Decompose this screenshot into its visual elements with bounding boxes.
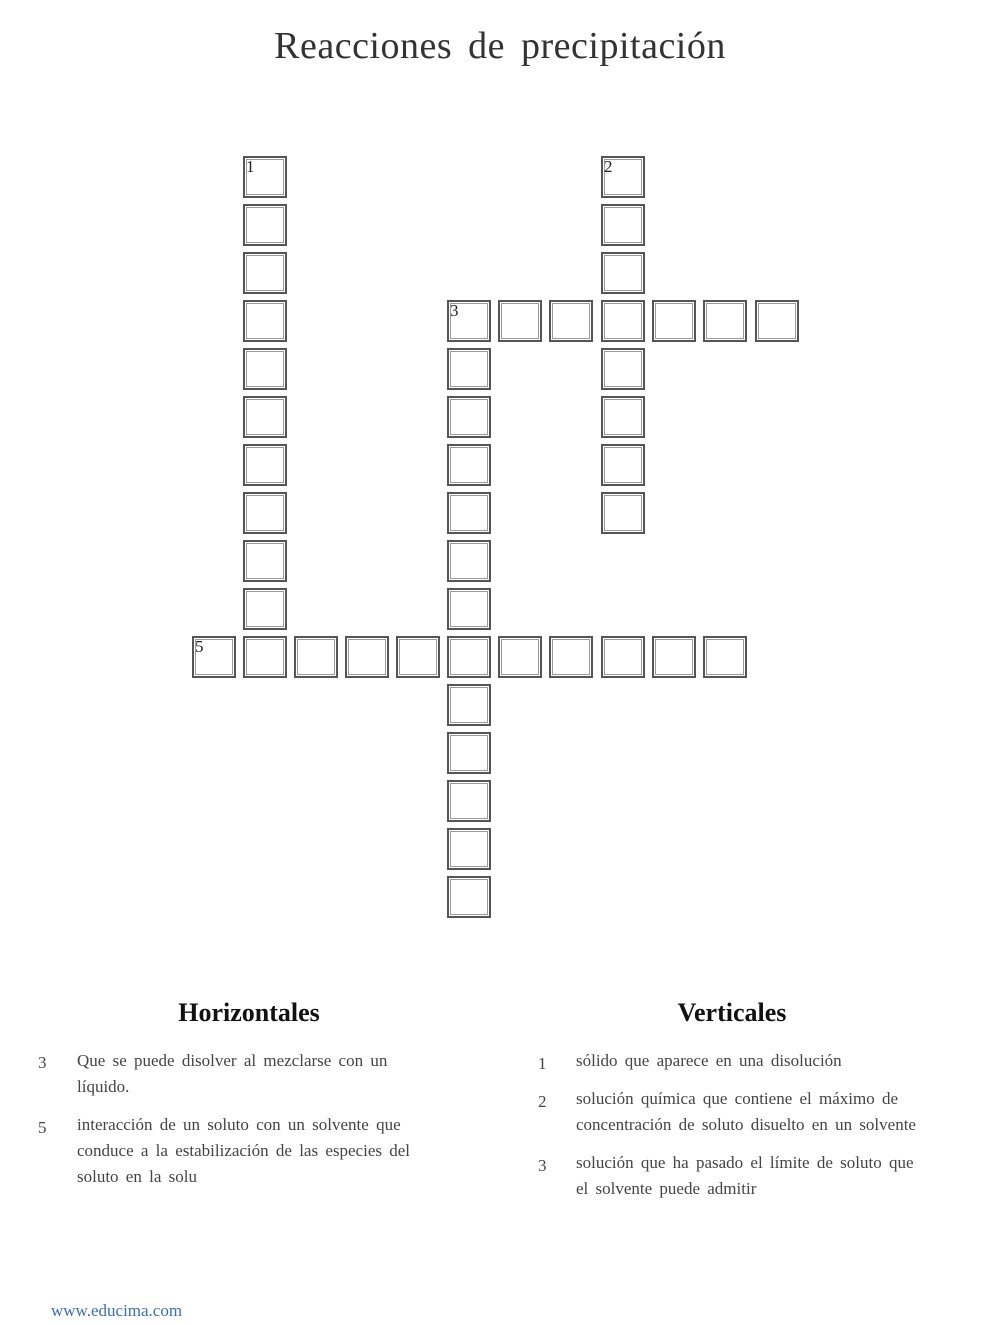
clue-text-line: soluto en la solu	[77, 1167, 197, 1186]
clue-text-line: concentración de soluto disuelto en un solvente	[576, 1115, 916, 1134]
clue-text-line: conduce a la estabilización de las especies del	[77, 1141, 410, 1160]
crossword-cell[interactable]	[243, 492, 287, 534]
crossword-cell[interactable]	[601, 156, 645, 198]
crossword-cell[interactable]	[243, 396, 287, 438]
clue-down-3	[576, 1150, 986, 1202]
crossword-cell[interactable]	[396, 636, 440, 678]
crossword-cell[interactable]	[601, 636, 645, 678]
clue-across-5	[77, 1112, 497, 1190]
crossword-cell[interactable]	[243, 348, 287, 390]
crossword-cell[interactable]	[243, 588, 287, 630]
crossword-cell[interactable]	[549, 300, 593, 342]
clue-text-line: líquido.	[77, 1077, 130, 1096]
clue-text-line: sólido que aparece en una disolución	[576, 1051, 842, 1070]
crossword-cell[interactable]	[601, 204, 645, 246]
crossword-cell[interactable]	[447, 780, 491, 822]
crossword-cell[interactable]	[755, 300, 799, 342]
crossword-cell[interactable]	[601, 300, 645, 342]
crossword-cell[interactable]	[447, 876, 491, 918]
crossword-cell[interactable]	[243, 204, 287, 246]
crossword-cell[interactable]	[243, 540, 287, 582]
crossword-cell[interactable]	[447, 300, 491, 342]
crossword-cell[interactable]	[601, 492, 645, 534]
crossword-cell[interactable]	[447, 492, 491, 534]
crossword-cell[interactable]	[703, 636, 747, 678]
clue-text-line: interacción de un soluto con un solvente que	[77, 1115, 401, 1134]
clue-number: 3	[538, 1156, 547, 1175]
verticales-heading: Verticales	[677, 998, 787, 1027]
crossword-cell[interactable]	[447, 684, 491, 726]
crossword-cell[interactable]	[601, 396, 645, 438]
crossword-cell[interactable]	[447, 348, 491, 390]
crossword-cell[interactable]	[652, 300, 696, 342]
horizontales-heading: Horizontales	[178, 998, 320, 1027]
clue-number-label: 5	[195, 637, 204, 656]
crossword-cell[interactable]	[601, 444, 645, 486]
clue-number: 2	[538, 1092, 547, 1111]
clue-number-label: 2	[604, 157, 613, 176]
clue-down-1	[576, 1048, 986, 1074]
crossword-cell[interactable]	[243, 300, 287, 342]
footer-link[interactable]: www.educima.com	[51, 1301, 183, 1320]
crossword-cell[interactable]	[601, 348, 645, 390]
clue-number: 5	[38, 1118, 47, 1137]
clue-number: 1	[538, 1054, 547, 1073]
crossword-cell[interactable]	[447, 828, 491, 870]
clue-text-line: Que se puede disolver al mezclarse con un	[77, 1051, 388, 1070]
crossword-cell[interactable]	[243, 636, 287, 678]
crossword-cell[interactable]	[498, 636, 542, 678]
crossword-cell[interactable]	[447, 588, 491, 630]
crossword-cell[interactable]	[294, 636, 338, 678]
crossword-cell[interactable]	[447, 444, 491, 486]
crossword-cell[interactable]	[652, 636, 696, 678]
crossword-cell[interactable]	[447, 732, 491, 774]
crossword-cell[interactable]	[447, 540, 491, 582]
crossword-cell[interactable]	[243, 252, 287, 294]
crossword-cell[interactable]	[192, 636, 236, 678]
crossword-cell[interactable]	[549, 636, 593, 678]
crossword-cell[interactable]	[447, 636, 491, 678]
crossword-cell[interactable]	[703, 300, 747, 342]
crossword-cell[interactable]	[447, 396, 491, 438]
page-title: Reacciones de precipitación	[274, 25, 726, 67]
clue-number-label: 3	[450, 301, 459, 320]
clue-down-2	[576, 1086, 986, 1138]
crossword-cell[interactable]	[601, 252, 645, 294]
clue-across-3	[77, 1048, 497, 1100]
crossword-cell[interactable]	[498, 300, 542, 342]
crossword-cell[interactable]	[243, 156, 287, 198]
clue-number-label: 1	[246, 157, 255, 176]
clue-text-line: el solvente puede admitir	[576, 1179, 757, 1198]
crossword-cell[interactable]	[243, 444, 287, 486]
crossword-cell[interactable]	[345, 636, 389, 678]
clue-text-line: solución química que contiene el máximo de	[576, 1089, 899, 1108]
clue-text-line: solución que ha pasado el límite de soluto que	[576, 1153, 914, 1172]
clue-number: 3	[38, 1053, 47, 1072]
